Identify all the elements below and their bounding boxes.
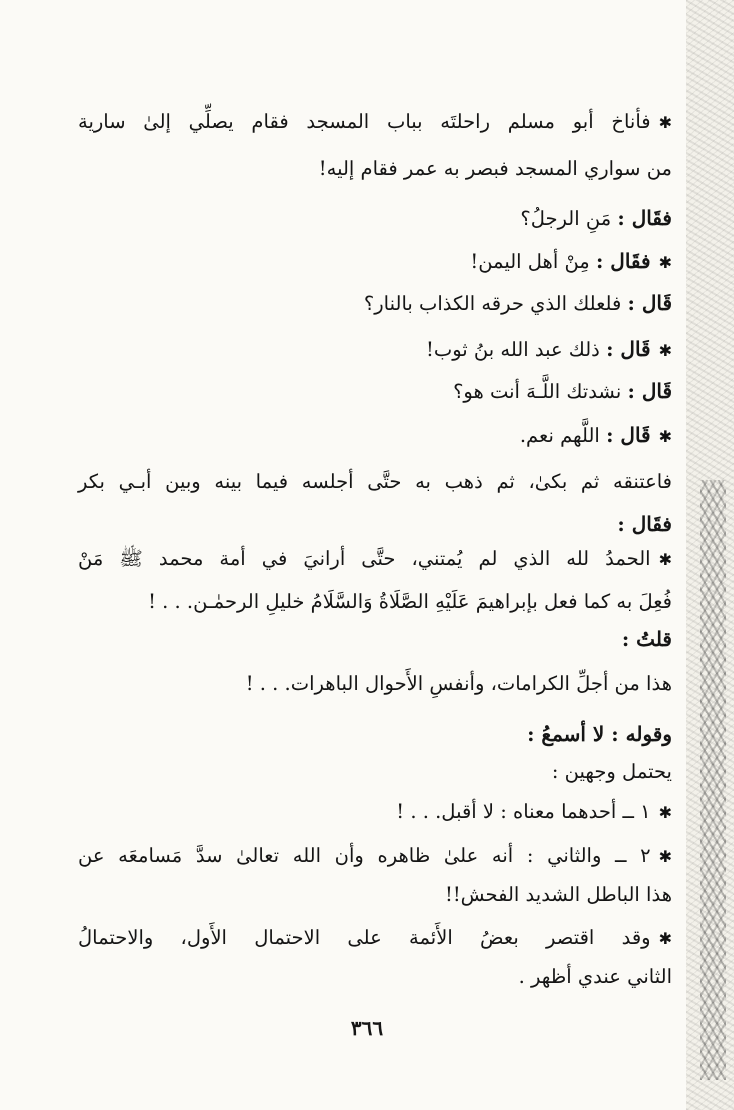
speaker-label: قَال :: [606, 423, 651, 447]
text-line: فُعِلَ به كما فعل بإبراهيمَ عَلَيْهِ الصَّلَاةُ وَالسَّلَامُ خليلِ الرحمٰـن. . . !: [148, 590, 672, 613]
bullet-star-icon: ✱: [658, 253, 672, 272]
text-line: ✱فأناخ أبو مسلم راحلتَه بباب المسجد فقام يصلِّي إلىٰ سارية: [78, 110, 672, 133]
text-line: من سواري المسجد فبصر به عمر فقام إليه!: [318, 157, 672, 180]
text-line: ✱وقد اقتصر بعضُ الأَئمة على الاحتمال الأَول، والاحتمالُ: [78, 926, 672, 949]
text-line: هذا الباطل الشديد الفحش!!: [444, 883, 672, 906]
text-line: قَال : نشدتك اللَّـهَ أنت هو؟: [453, 379, 672, 403]
bullet-star-icon: ✱: [658, 113, 672, 132]
text-line: ✱قَال : اللَّهم نعم.: [519, 423, 672, 447]
text-line: يحتمل وجهين :: [551, 760, 672, 783]
text-line: ✱قَال : ذلك عبد الله بنُ ثوب!: [426, 337, 672, 361]
text-line: ✱فقَال : مِنْ أهل اليمن!: [470, 249, 672, 273]
page-number: ٣٦٦: [350, 1016, 384, 1040]
text-line: قَال : فلعلك الذي حرقه الكذاب بالنار؟: [363, 291, 672, 315]
text-line: الثاني عندي أظهر .: [518, 965, 672, 988]
bullet-star-icon: ✱: [658, 929, 672, 948]
text-line: هذا من أجلِّ الكرامات، وأنفسِ الأَحوال الباهرات. . . !: [245, 672, 672, 695]
speaker-label: قَال :: [627, 291, 672, 315]
text-line: [527, 722, 672, 746]
speaker-label: فقَال :: [595, 249, 651, 273]
speaker-label: فقَال :: [617, 206, 672, 230]
bullet-star-icon: ✱: [658, 803, 672, 822]
speaker-label: قَال :: [627, 379, 672, 403]
page-edge-texture: [686, 0, 734, 1110]
bullet-star-icon: ✱: [658, 550, 672, 569]
bullet-star-icon: ✱: [658, 427, 672, 446]
text-line: [622, 627, 672, 651]
speaker-label: قَال :: [606, 337, 651, 361]
section-label: قلتُ :: [621, 627, 672, 651]
text-line: ✱الحمدُ لله الذي لم يُمتني، حتَّى أرانيَ في أمة محمد ﷺ مَنْ: [78, 547, 672, 570]
text-line: فاعتنقه ثم بكىٰ، ثم ذهب به حتَّى أجلسه فيما بينه وبين أبـي بكر: [78, 470, 672, 493]
bullet-star-icon: ✱: [658, 847, 672, 866]
speaker-label: فقَال :: [617, 512, 672, 536]
text-line: [617, 512, 672, 536]
text-line: ✱٢ ــ والثاني : أنه علىٰ ظاهره وأن الله تعالىٰ سدَّ مَسامعَه عن: [78, 844, 672, 867]
bullet-star-icon: ✱: [658, 341, 672, 360]
section-label: وقوله : لا أسمعُ :: [527, 722, 672, 746]
text-line: فقَال : مَنِ الرجلُ؟: [520, 206, 672, 230]
text-line: ✱١ ــ أحدهما معناه : لا أقبل. . . !: [396, 800, 672, 823]
